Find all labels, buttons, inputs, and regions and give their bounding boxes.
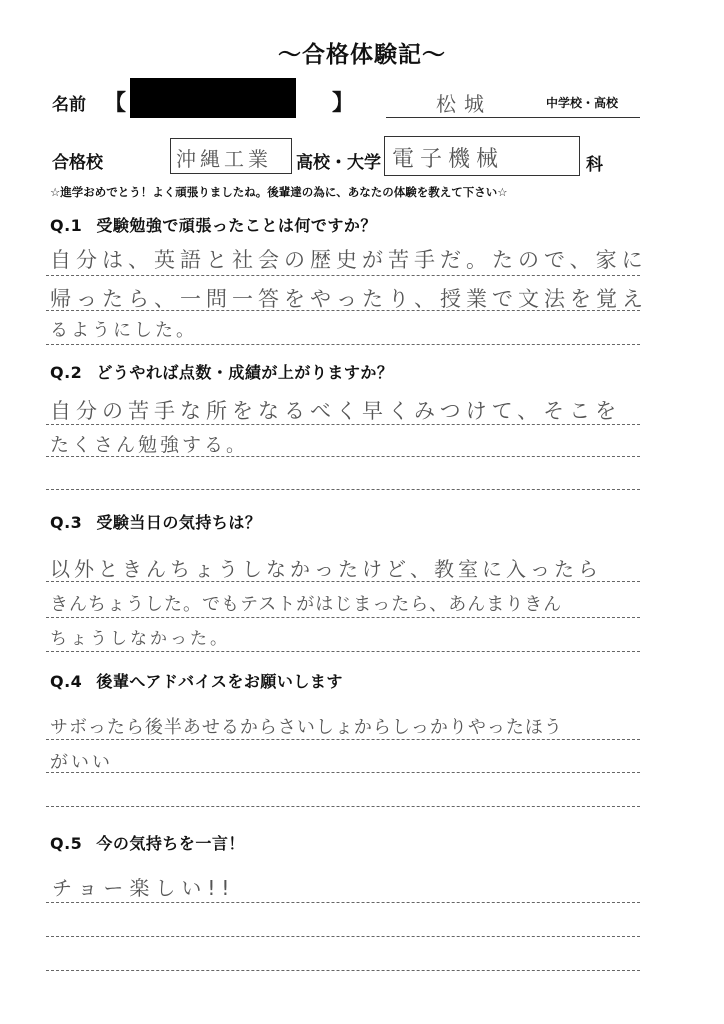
name-bracket-open: 【 [104,91,127,116]
question-text: 後輩へアドバイスをお願いします [96,672,343,691]
answer-4-line-2: がいい [50,752,113,773]
answer-4-line-1: サボったら後半あせるからさいしょからしっかりやったほう [50,717,563,738]
answer-line [46,936,640,937]
middle-school-suffix: 中学校・高校 [546,96,619,110]
redacted-name [130,78,296,118]
passed-school-label: 合格校 [52,153,103,173]
answer-5-line-1: チョー楽しい!! [52,876,236,900]
answer-2-line-2: たくさん勉強する。 [50,434,249,456]
answer-line [46,344,640,345]
instruction-note: ☆進学おめでとう！よく頑張りましたね。後輩達の為に、あなたの体験を教えて下さい☆ [50,185,508,199]
question-number: Q.2 [50,363,83,382]
answer-1-line-3: るようにした。 [50,320,197,341]
answer-2-line-1: 自分の苦手な所をなるべく早くみつけて、そこを [50,399,622,423]
answer-line [46,581,640,582]
question-number: Q.1 [50,216,83,235]
answer-line [46,310,640,311]
question-text: 受験勉強で頑張ったことは何ですか？ [96,216,377,235]
answer-1-line-1: 自分は、英語と社会の歴史が苦手だ。たので、家に [50,248,648,272]
question-number: Q.3 [50,513,83,532]
department-suffix: 科 [586,155,603,175]
name-label: 名前 [52,95,86,115]
question-text: 今の気持ちを一言！ [96,834,245,853]
answer-line [46,651,640,652]
answer-3-line-2: きんちょうした。でもテストがはじまったら、あんまりきん [50,594,563,615]
answer-line [46,806,640,807]
department-handwritten: 電子機械 [392,147,505,172]
question-1 [50,213,377,236]
question-4 [50,669,343,692]
answer-3-line-1: 以外ときんちょうしなかったけど、教室に入ったら [50,557,602,581]
question-number: Q.5 [50,834,83,853]
answer-line [46,739,640,740]
page-title: 〜合格体験記〜 [278,42,446,68]
middle-school-handwritten: 松城 [436,92,492,116]
question-text: どうやれば点数・成績が上がりますか？ [96,363,394,382]
answer-line [46,772,640,773]
question-3 [50,510,261,533]
name-bracket-close: 】 [332,91,355,116]
school-type-label: 高校・大学 [296,153,381,173]
answer-line [46,902,640,903]
answer-line [46,456,640,457]
question-text: 受験当日の気持ちは？ [96,513,262,532]
answer-line [46,275,640,276]
answer-1-line-2: 帰ったら、一問一答をやったり、授業で文法を覚え [50,287,648,311]
answer-line [46,617,640,618]
answer-line [46,970,640,971]
question-number: Q.4 [50,672,83,691]
answer-3-line-3: ちょうしなかった。 [50,629,230,649]
answer-line [46,424,640,425]
question-5 [50,831,245,854]
question-2 [50,360,393,383]
answer-line [46,489,640,490]
high-school-handwritten: 沖縄工業 [176,147,272,171]
school-underline [386,117,640,118]
